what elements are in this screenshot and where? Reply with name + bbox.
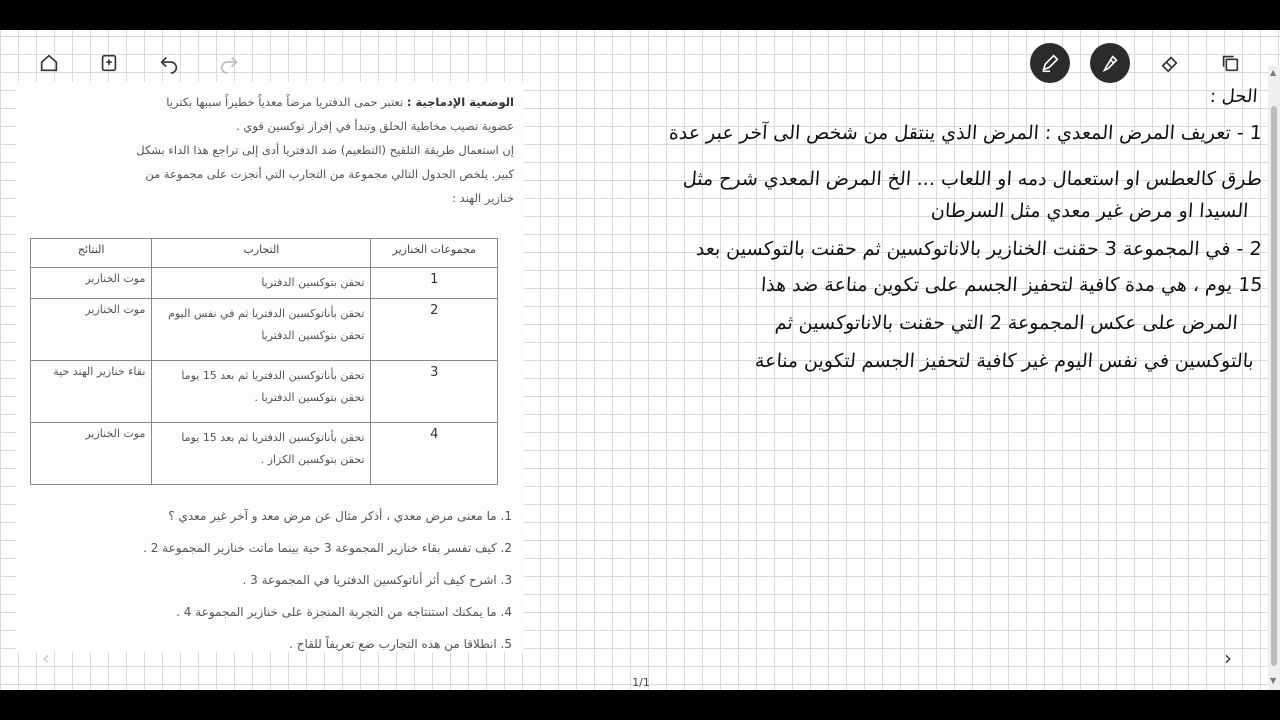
answer-line: السيدا او مرض غير معدي مثل السرطان [929, 200, 1249, 222]
question-item: 4. ما يمكنك استنتاجه من التجربة المنجزة على خنازير المجموعة 4 . [176, 605, 512, 619]
intro-line: تعتبر حمى الدفتريا مرضاً معدياً خطيراً سببها بكتريا [166, 95, 404, 109]
group-cell: 2 [371, 299, 498, 361]
highlighter-icon [1099, 52, 1121, 74]
result-cell: موت الخنازير [31, 268, 152, 299]
chevron-left-icon[interactable]: ‹ [42, 646, 50, 670]
question-item: 5. انطلاقا من هذه التجارب ضع تعريفاً للقاح . [289, 637, 512, 651]
redo-icon [218, 52, 240, 74]
experiment-cell: تحقن بأناتوكسين الدفتريا ثم بعد 15 يوما تحقن بتوكسين الكزاز . [152, 423, 371, 485]
intro-line: كبير. يلخص الجدول التالي مجموعة من التجارب التي أنجزت على مجموعة من [145, 167, 514, 181]
experiment-cell: تحقن بتوكسين الدفتريا [152, 268, 371, 299]
pen-tool-button[interactable] [1030, 43, 1070, 83]
vertical-scrollbar[interactable] [1268, 66, 1280, 690]
letterbox-top [0, 0, 1280, 30]
header-experiments: التجارب [152, 239, 371, 268]
header-results: النتائج [31, 239, 152, 268]
table-row [31, 423, 498, 485]
experiments-table [30, 238, 498, 485]
notes-canvas[interactable] [0, 30, 1280, 690]
table-row [31, 268, 498, 299]
result-cell: بقاء خنازير الهند حية [31, 361, 152, 423]
answer-heading: الحل : [1209, 86, 1259, 107]
worksheet-questions [18, 500, 512, 660]
result-cell: موت الخنازير [31, 423, 152, 485]
handwritten-answer[interactable] [548, 86, 1262, 416]
worksheet-image[interactable] [16, 82, 524, 652]
answer-line: 1 - تعريف المرض المعدي : المرض الذي ينتقل من شخص الى آخر عبر عدة [668, 122, 1263, 144]
page-indicator: 1/1 [632, 676, 650, 689]
answer-line: بالتوكسين في نفس اليوم غير كافية لتحفيز الجسم لتكوين مناعة [754, 350, 1255, 372]
table-row [31, 361, 498, 423]
home-button[interactable] [29, 43, 69, 83]
group-cell: 3 [371, 361, 498, 423]
undo-button[interactable] [149, 43, 189, 83]
highlighter-tool-button[interactable] [1090, 43, 1130, 83]
answer-line: طرق كالعطس او استعمال دمه او اللعاب ... الخ المرض المعدي شرح مثل [682, 168, 1263, 190]
add-page-button[interactable] [89, 43, 129, 83]
home-icon [38, 52, 60, 74]
scroll-down-icon[interactable]: ▼ [1270, 676, 1277, 685]
result-cell: موت الخنازير [31, 299, 152, 361]
experiment-cell: تحقن بأناتوكسين الدفتريا ثم في نفس اليوم تحقن بتوكسين الدفتريا [152, 299, 371, 361]
group-cell: 1 [371, 268, 498, 299]
letterbox-bottom [0, 690, 1280, 720]
experiment-cell: تحقن بأناتوكسين الدفتريا ثم بعد 15 يوما تحقن بتوكسين الدفتريا . [152, 361, 371, 423]
worksheet-intro [20, 90, 514, 210]
intro-line: إن استعمال طريقة التلقيح (التطعيم) ضد الدفتريا أدى إلى تراجع هذا الداء بشكل [136, 143, 514, 157]
undo-icon [158, 52, 180, 74]
answer-line: 2 - في المجموعة 3 حقنت الخنازير بالاناتوكسين ثم حقنت بالتوكسين بعد [695, 238, 1263, 260]
question-item: 3. اشرح كيف أثر أناتوكسين الدفتريا في المجموعة 3 . [242, 573, 512, 587]
question-item: 1. ما معنى مرض معدي ، أذكر مثال عن مرض معد و آخر غير معدي ؟ [168, 509, 512, 523]
table-row [31, 299, 498, 361]
scroll-thumb[interactable] [1271, 106, 1277, 666]
eraser-icon [1159, 52, 1181, 74]
question-item: 2. كيف تفسر بقاء خنازير المجموعة 3 حية بينما ماتت خنازير المجموعة 2 . [143, 541, 512, 555]
intro-line: عضوية تصيب مخاطية الحلق وتبدأ في إفراز توكسين قوي . [236, 119, 514, 133]
group-cell: 4 [371, 423, 498, 485]
redo-button[interactable] [209, 43, 249, 83]
chevron-right-icon[interactable]: › [1224, 646, 1232, 670]
lasso-icon [1219, 52, 1241, 74]
intro-line: خنازير الهند : [452, 191, 514, 205]
add-page-icon [98, 52, 120, 74]
header-groups: مجموعات الخنازير [371, 239, 498, 268]
table-header-row [31, 239, 498, 268]
eraser-tool-button[interactable] [1150, 43, 1190, 83]
pen-icon [1039, 52, 1061, 74]
answer-line: المرض على عكس المجموعة 2 التي حقنت بالاناتوكسين ثم [774, 312, 1239, 334]
lasso-tool-button[interactable] [1210, 43, 1250, 83]
intro-title: الوضعية الإدماجية : [406, 95, 514, 109]
answer-line: 15 يوم ، هي مدة كافية لتحفيز الجسم على تكوين مناعة ضد هذا [759, 274, 1263, 296]
scroll-up-icon[interactable]: ▲ [1270, 68, 1277, 77]
